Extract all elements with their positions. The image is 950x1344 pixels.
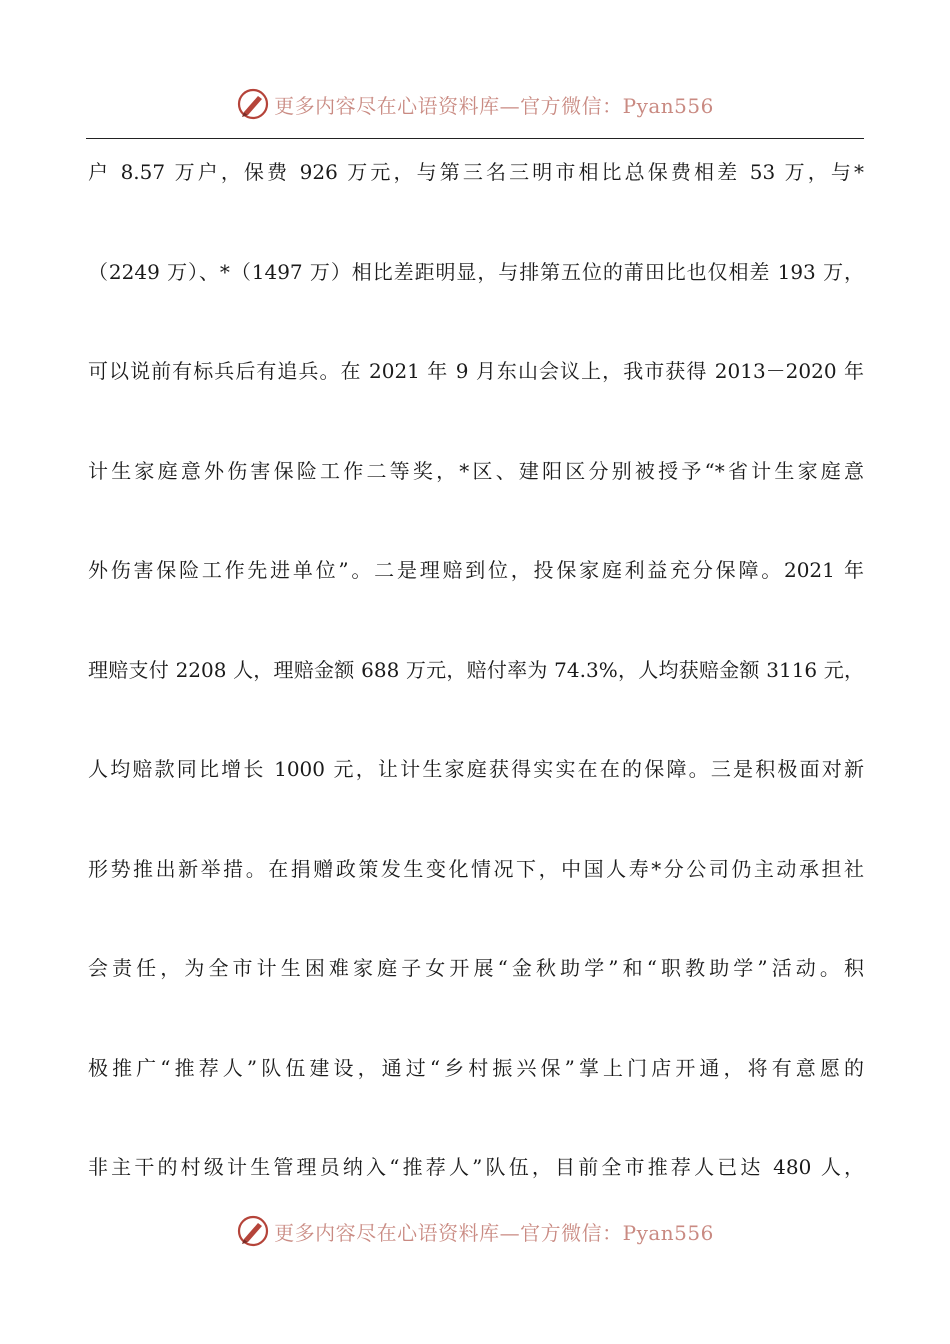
footer-banner-text: 更多内容尽在心语资料库—官方微信：Pyan556 (274, 1220, 714, 1245)
text-line: 会责任，为全市计生困难家庭子女开展“金秋助学”和“职教助学”活动。积 (88, 956, 864, 980)
pen-logo-icon (236, 1214, 270, 1248)
pen-logo-icon (236, 87, 270, 121)
text-line: 户 8.57 万户，保费 926 万元，与第三名三明市相比总保费相差 53 万，与* (88, 160, 864, 184)
document-body (88, 150, 864, 1245)
text-line: 形势推出新举措。在捐赠政策发生变化情况下，中国人寿*分公司仍主动承担社 (88, 856, 864, 881)
text-line: 计生家庭意外伤害保险工作二等奖，*区、建阳区分别被授予“*省计生家庭意 (88, 458, 864, 483)
header-banner-text: 更多内容尽在心语资料库—官方微信：Pyan556 (274, 93, 714, 118)
text-line: 极推广“推荐人”队伍建设，通过“乡村振兴保”掌上门店开通，将有意愿的 (88, 1055, 864, 1080)
text-line: 可以说前有标兵后有追兵。在 2021 年 9 月东山会议上，我市获得 2013－2020 年 (88, 359, 864, 383)
text-line: 理赔支付 2208 人，理赔金额 688 万元，赔付率为 74.3%，人均获赔金额 3116 元， (88, 657, 864, 682)
header-banner (0, 84, 950, 124)
text-line: （2249 万）、*（1497 万）相比差距明显，与排第五位的莆田比也仅相差 193 万， (88, 259, 864, 284)
footer-banner (0, 1211, 950, 1251)
text-line: 非主干的村级计生管理员纳入“推荐人”队伍，目前全市推荐人已达 480 人， (88, 1155, 864, 1179)
text-line: 人均赔款同比增长 1000 元，让计生家庭获得实实在在的保障。三是积极面对新 (88, 757, 864, 781)
header-divider (86, 138, 864, 139)
text-line: 外伤害保险工作先进单位”。二是理赔到位，投保家庭利益充分保障。2021 年 (88, 558, 864, 582)
